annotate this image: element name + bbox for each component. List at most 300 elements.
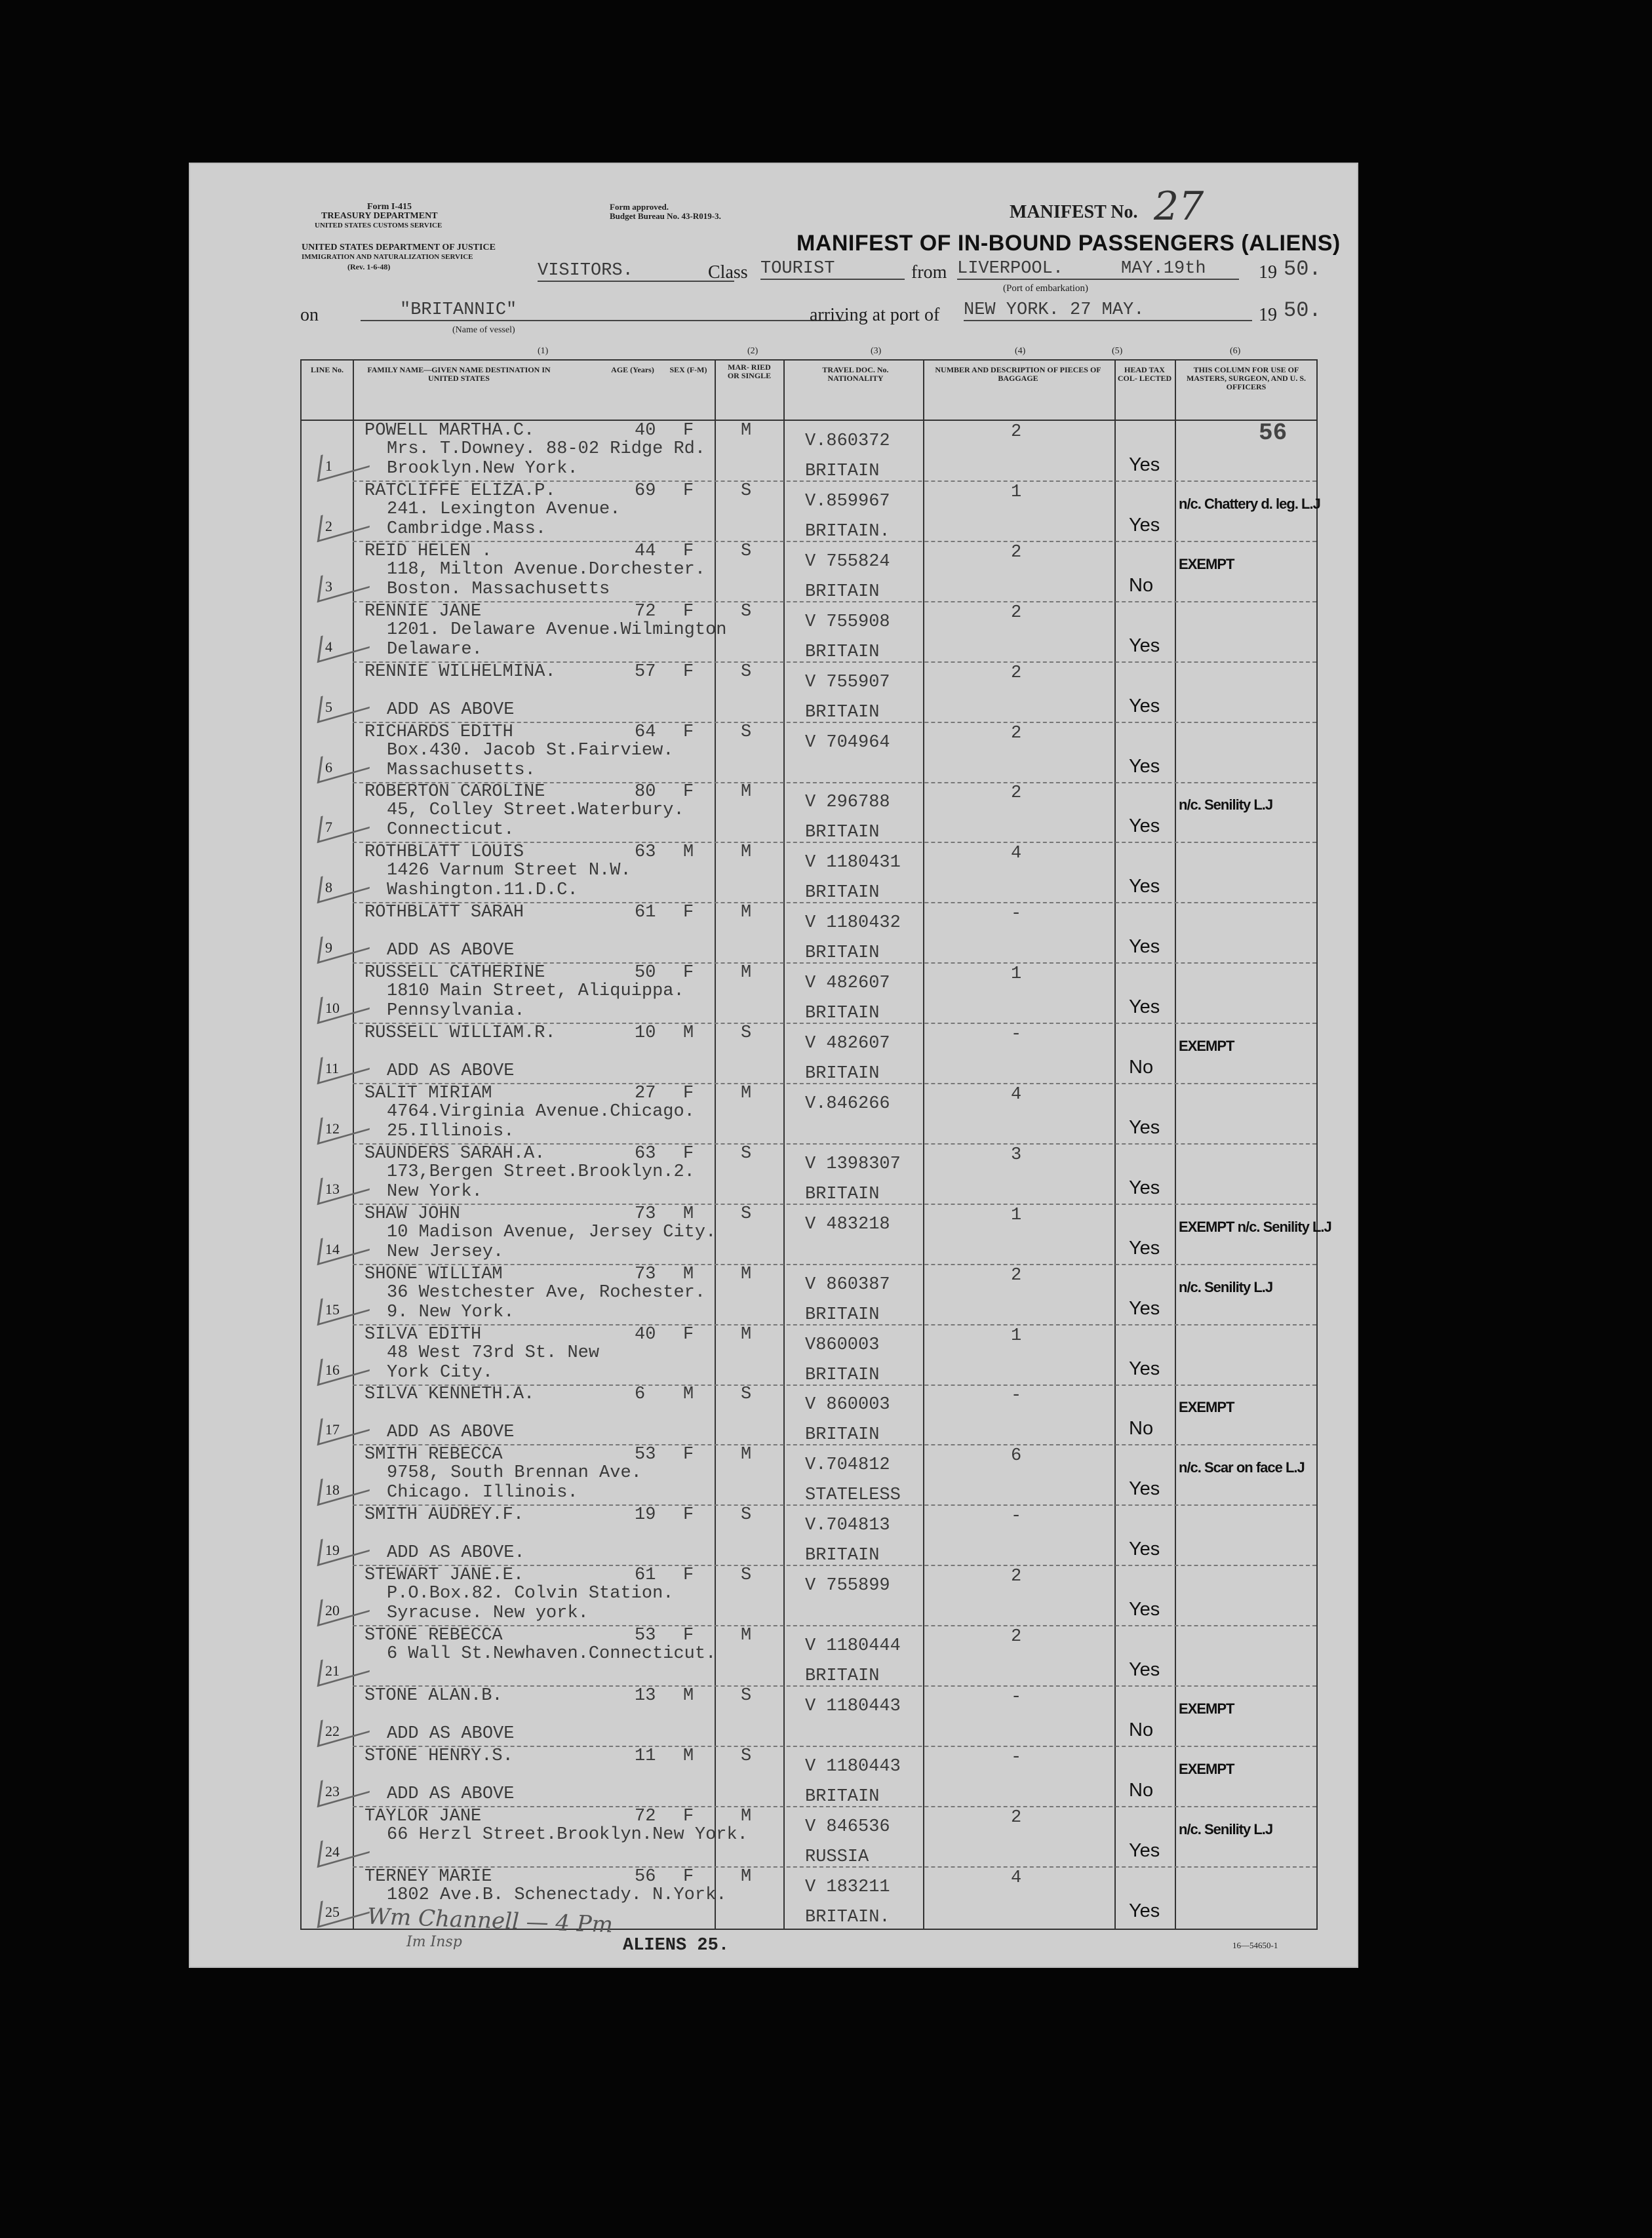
line-number: 7 [325, 819, 332, 836]
head-tax-collected: Yes [1129, 1358, 1160, 1379]
line-number: 9 [325, 939, 332, 956]
address-line-2: Syracuse. New york. [387, 1603, 589, 1624]
baggage-count: 2 [1011, 1807, 1022, 1828]
arriving-label: arriving at port of [810, 305, 940, 325]
baggage-count: 2 [1011, 1567, 1022, 1587]
address-line-1: 1810 Main Street, Aliquippa. [387, 981, 684, 1002]
nationality: BRITAIN. [805, 521, 890, 541]
nationality: BRITAIN [805, 1064, 880, 1084]
head-tax-collected: Yes [1129, 1478, 1160, 1500]
line-number: 19 [325, 1542, 340, 1559]
address-line-1: 66 Herzl Street.Brooklyn.New York. [387, 1824, 748, 1845]
nationality: BRITAIN [805, 702, 880, 722]
head-tax-collected: Yes [1129, 1237, 1160, 1259]
baggage-count: 2 [1011, 542, 1022, 562]
embark-note: (Port of embarkation) [1003, 283, 1088, 294]
marital-status: M [741, 1806, 752, 1826]
passenger-name: RATCLIFFE ELIZA.P. [364, 481, 556, 501]
age: 40 [635, 1324, 656, 1345]
check-mark-icon [317, 1585, 374, 1626]
travel-doc-number: V.704813 [805, 1516, 890, 1536]
address-line-2: Massachusetts. [387, 760, 536, 780]
check-mark-icon [317, 441, 374, 482]
table-row [302, 1265, 1316, 1325]
manifest-no-label: MANIFEST No. [1010, 202, 1138, 222]
address-line-2: Chicago. Illinois. [387, 1483, 578, 1503]
baggage-count: - [1011, 1386, 1022, 1406]
head-tax-collected: Yes [1129, 1839, 1160, 1861]
address-line-2: Delaware. [387, 639, 482, 659]
head-tax-collected: Yes [1129, 1116, 1160, 1138]
address-line-1: 9758, South Brennan Ave. [387, 1463, 642, 1483]
travel-doc-number: V 704964 [805, 732, 890, 753]
age: 73 [635, 1204, 656, 1224]
officer-note: n/c. Senility L.J [1179, 796, 1273, 814]
age: 73 [635, 1264, 656, 1284]
age: 69 [635, 481, 656, 501]
arr-year: 50. [1284, 298, 1322, 323]
check-mark-icon [317, 983, 374, 1024]
marital-status: S [741, 1505, 752, 1525]
address-line-2: ADD AS ABOVE [387, 941, 515, 961]
sex: M [683, 1204, 694, 1224]
address-line-1: 241. Lexington Avenue. [387, 499, 621, 519]
passenger-name: SHONE WILLIAM [364, 1264, 503, 1284]
header-travel-doc: TRAVEL DOC. No. NATIONALITY [822, 365, 889, 383]
age: 57 [635, 661, 656, 682]
passenger-name: SAUNDERS SARAH.A. [364, 1143, 545, 1164]
class-label: Class [708, 262, 748, 283]
line-number: 10 [325, 1000, 340, 1017]
passenger-name: SILVA EDITH [364, 1324, 482, 1345]
sex: F [683, 903, 694, 923]
line-number: 4 [325, 638, 332, 655]
marital-status: M [741, 1083, 752, 1103]
baggage-count: 2 [1011, 1265, 1022, 1286]
passenger-name: SMITH REBECCA [364, 1445, 503, 1465]
baggage-count: - [1011, 1687, 1022, 1707]
age: 44 [635, 541, 656, 561]
head-tax-collected: Yes [1129, 695, 1160, 717]
travel-doc-number: V 482607 [805, 973, 890, 994]
col-num-3: (3) [871, 346, 882, 356]
head-tax-collected: Yes [1129, 815, 1160, 837]
address-line-2: 9. New York. [387, 1302, 515, 1322]
nationality: BRITAIN [805, 1305, 880, 1325]
header-sex: SEX (F-M) [669, 365, 707, 374]
check-mark-icon [317, 1766, 374, 1807]
sex: M [683, 1264, 694, 1284]
head-tax-collected: Yes [1129, 1539, 1160, 1560]
address-line-1: 45, Colley Street.Waterbury. [387, 800, 684, 821]
age: 19 [635, 1505, 656, 1525]
check-mark-icon [317, 1404, 374, 1445]
baggage-count: 1 [1011, 1325, 1022, 1346]
sex: F [683, 1324, 694, 1345]
from-year: 50. [1284, 257, 1322, 281]
age: 61 [635, 1565, 656, 1586]
passenger-name: ROBERTON CAROLINE [364, 782, 545, 802]
baggage-count: 1 [1011, 1205, 1022, 1225]
check-mark-icon [317, 1344, 374, 1385]
nationality: BRITAIN [805, 1184, 880, 1204]
baggage-count: 2 [1011, 723, 1022, 743]
passenger-name: TERNEY MARIE [364, 1866, 492, 1887]
check-mark-icon [317, 1043, 374, 1084]
age: 61 [635, 903, 656, 923]
sex: F [683, 601, 694, 621]
aliens-total: ALIENS 25. [623, 1936, 730, 1955]
sex: M [683, 1685, 694, 1706]
address-line-2: ADD AS ABOVE. [387, 1543, 525, 1563]
head-tax-collected: Yes [1129, 1599, 1160, 1620]
table-row [302, 1325, 1316, 1385]
baggage-count: - [1011, 1025, 1022, 1044]
nationality: BRITAIN [805, 883, 880, 903]
nationality: BRITAIN [805, 1786, 880, 1807]
dept-justice: UNITED STATES DEPARTMENT OF JUSTICE [302, 243, 496, 252]
address-line-2: Washington.11.D.C. [387, 880, 578, 901]
address-line-2: New Jersey. [387, 1242, 504, 1262]
manifest-title: MANIFEST OF IN-BOUND PASSENGERS (ALIENS) [796, 231, 1341, 256]
baggage-count: 2 [1011, 663, 1022, 683]
baggage-count: 2 [1011, 602, 1022, 623]
sex: F [683, 963, 694, 983]
nationality: BRITAIN [805, 461, 880, 481]
table-row [302, 541, 1316, 602]
check-mark-icon [317, 1284, 374, 1325]
marital-status: S [741, 601, 752, 621]
line-number: 12 [325, 1120, 340, 1137]
check-mark-icon [317, 1826, 374, 1867]
address-line-1: 4764.Virginia Avenue.Chicago. [387, 1101, 695, 1122]
head-tax-collected: Yes [1129, 635, 1160, 656]
nationality: BRITAIN [805, 823, 880, 843]
table-row [302, 1505, 1316, 1565]
check-mark-icon [317, 802, 374, 843]
marital-status: M [741, 1866, 752, 1887]
age: 6 [635, 1384, 646, 1405]
age: 40 [635, 421, 656, 441]
col-num-5: (5) [1112, 346, 1123, 356]
baggage-count: 6 [1011, 1446, 1022, 1466]
head-tax-collected: Yes [1129, 514, 1160, 536]
table-row [302, 782, 1316, 842]
officer-note: EXEMPT [1179, 1760, 1234, 1777]
travel-doc-number: V 860387 [805, 1274, 890, 1295]
check-mark-icon [317, 1645, 374, 1687]
manifest-page [190, 164, 1357, 1967]
passenger-name: RENNIE JANE [364, 601, 482, 621]
check-mark-icon [317, 1464, 374, 1506]
from-date: MAY.19th [1121, 259, 1239, 280]
officer-note: EXEMPT n/c. Senility L.J [1179, 1218, 1331, 1235]
address-line-2: Connecticut. [387, 820, 515, 840]
table-row [302, 1807, 1316, 1867]
check-mark-icon [317, 561, 374, 602]
sex: F [683, 1565, 694, 1586]
header-officers: THIS COLUMN FOR USE OF MASTERS, SURGEON, AND U. S. OFFICERS [1186, 365, 1307, 391]
head-tax-collected: Yes [1129, 755, 1160, 777]
from-label: from [911, 262, 947, 283]
travel-doc-number: V 755907 [805, 672, 890, 692]
age: 11 [635, 1746, 656, 1766]
sex: F [683, 722, 694, 742]
check-mark-icon [317, 621, 374, 662]
line-number: 16 [325, 1361, 340, 1378]
baggage-count: 2 [1011, 422, 1022, 442]
header-married: MAR- RIED OR SINGLE [727, 363, 772, 380]
address-line-1: 36 Westchester Ave, Rochester. [387, 1282, 706, 1303]
head-tax-collected: Yes [1129, 876, 1160, 897]
line-number: 5 [325, 698, 332, 715]
nationality: BRITAIN [805, 1365, 880, 1385]
passenger-name: RICHARDS EDITH [364, 722, 513, 742]
check-mark-icon [317, 1103, 374, 1145]
travel-doc-number: V 1398307 [805, 1154, 901, 1174]
nationality: BRITAIN [805, 1425, 880, 1445]
line-number: 2 [325, 517, 332, 534]
marital-status: M [741, 1445, 752, 1465]
head-tax-collected: Yes [1129, 936, 1160, 958]
col-num-4: (4) [1015, 346, 1026, 356]
form-number: Form I-415 [367, 202, 412, 212]
nationality: BRITAIN [805, 1666, 880, 1686]
travel-doc-number: V.860372 [805, 431, 890, 451]
officer-note: n/c. Senility L.J [1179, 1278, 1273, 1295]
check-mark-icon [317, 1706, 374, 1747]
passenger-name: SALIT MIRIAM [364, 1083, 492, 1103]
age: 63 [635, 1143, 656, 1164]
from-year-prefix: 19 [1259, 262, 1277, 283]
address-line-2: Pennsylvania. [387, 1001, 525, 1021]
head-tax-collected: Yes [1129, 1297, 1160, 1319]
travel-doc-number: V 755824 [805, 551, 890, 572]
line-number: 3 [325, 578, 332, 595]
address-line-2: ADD AS ABOVE [387, 699, 515, 720]
check-mark-icon [317, 862, 374, 903]
line-number: 24 [325, 1843, 340, 1860]
passenger-table [300, 346, 1331, 1930]
address-line-2: ADD AS ABOVE [387, 1784, 515, 1804]
travel-doc-number: V 183211 [805, 1877, 890, 1897]
passenger-name: ROTHBLATT LOUIS [364, 842, 524, 863]
table-row [302, 1144, 1316, 1204]
head-tax-collected: Yes [1129, 1659, 1160, 1680]
age: 50 [635, 963, 656, 983]
travel-doc-number: V 1180443 [805, 1756, 901, 1777]
line-number: 15 [325, 1301, 340, 1318]
address-line-1: 118, Milton Avenue.Dorchester. [387, 559, 706, 579]
passenger-name: SILVA KENNETH.A. [364, 1384, 535, 1405]
officer-note: EXEMPT [1179, 1700, 1234, 1717]
travel-doc-number: V 1180443 [805, 1696, 901, 1716]
marital-status: M [741, 842, 752, 863]
sex: F [683, 1083, 694, 1103]
vessel-note: (Name of vessel) [452, 325, 515, 335]
sex: F [683, 1626, 694, 1645]
travel-doc-number: V 1180432 [805, 913, 901, 933]
passenger-name: RENNIE WILHELMINA. [364, 661, 556, 682]
table-row [302, 963, 1316, 1023]
passenger-name: RUSSELL WILLIAM.R. [364, 1023, 556, 1043]
address-line-1: 6 Wall St.Newhaven.Connecticut. [387, 1644, 717, 1664]
address-line-1: Box.430. Jacob St.Fairview. [387, 740, 674, 760]
marital-status: M [741, 421, 752, 441]
line-number: 14 [325, 1240, 340, 1257]
check-mark-icon [317, 681, 374, 722]
table-row [302, 481, 1320, 541]
travel-doc-number: V.846266 [805, 1093, 890, 1114]
budget-bureau: Budget Bureau No. 43-R019-3. [610, 211, 721, 221]
marital-status: S [741, 1746, 752, 1766]
check-mark-icon [317, 741, 374, 783]
header-name: FAMILY NAME—GIVEN NAME DESTINATION IN UNITED STATES [367, 365, 551, 383]
marital-status: S [741, 1685, 752, 1706]
table-row [302, 1445, 1316, 1505]
marital-status: S [741, 661, 752, 682]
marital-status: S [741, 1023, 752, 1043]
table-row [302, 662, 1316, 722]
travel-doc-number: V.859967 [805, 491, 890, 511]
passenger-name: TAYLOR JANE [364, 1806, 482, 1826]
address-line-1: P.O.Box.82. Colvin Station. [387, 1584, 674, 1604]
baggage-count: 1 [1011, 964, 1022, 985]
address-line-1: 173,Bergen Street.Brooklyn.2. [387, 1162, 695, 1182]
check-mark-icon [317, 1525, 374, 1566]
address-line-1: 10 Madison Avenue, Jersey City. [387, 1222, 717, 1242]
nationality: BRITAIN [805, 1004, 880, 1024]
form-approved: Form approved. [610, 202, 669, 212]
line-number: 13 [325, 1180, 340, 1197]
baggage-count: - [1011, 1506, 1022, 1527]
nationality: BRITAIN [805, 642, 880, 662]
table-row [302, 842, 1316, 903]
travel-doc-number: V 860003 [805, 1395, 890, 1415]
table-row [302, 421, 1316, 481]
header-line-no: LINE No. [310, 365, 344, 374]
form-revision: (Rev. 1-6-48) [347, 262, 391, 271]
table-row [302, 1686, 1316, 1746]
line-number: 20 [325, 1602, 340, 1619]
age: 10 [635, 1023, 656, 1043]
address-line-2: Cambridge.Mass. [387, 519, 547, 539]
travel-doc-number: V.704812 [805, 1455, 890, 1476]
table-row [302, 722, 1316, 783]
age: 27 [635, 1083, 656, 1103]
address-line-1: 48 West 73rd St. New [387, 1343, 600, 1363]
address-line-2: ADD AS ABOVE [387, 1423, 515, 1443]
baggage-count: 4 [1011, 1868, 1022, 1888]
marital-status: S [741, 1143, 752, 1164]
nationality: STATELESS [805, 1485, 901, 1506]
visitors-label: VISITORS. [538, 261, 734, 282]
head-tax-collected: Yes [1129, 996, 1160, 1018]
table-row [302, 1746, 1316, 1807]
baggage-count: 2 [1011, 783, 1022, 804]
head-tax-collected: Yes [1129, 1900, 1160, 1921]
line-number: 8 [325, 879, 332, 896]
footer-inspector-title: Im Insp [406, 1934, 462, 1950]
head-tax-collected: Yes [1129, 454, 1160, 475]
on-label: on [300, 305, 319, 325]
check-mark-icon [317, 1164, 374, 1205]
check-mark-icon [317, 1886, 374, 1927]
officer-note: n/c. Scar on face L.J [1179, 1459, 1305, 1476]
head-tax-collected: No [1129, 1057, 1154, 1078]
manifest-no-value: 27 [1154, 184, 1204, 229]
head-tax-collected: No [1129, 574, 1154, 596]
line-number: 17 [325, 1421, 340, 1438]
age: 72 [635, 601, 656, 621]
age: 80 [635, 782, 656, 802]
age: 53 [635, 1626, 656, 1645]
table-row [302, 903, 1316, 963]
address-line-2: ADD AS ABOVE [387, 1723, 515, 1744]
address-line-2: ADD AS ABOVE [387, 1061, 515, 1081]
address-line-2: York City. [387, 1362, 494, 1383]
travel-doc-number: V 296788 [805, 793, 890, 813]
line-number: 23 [325, 1782, 340, 1799]
baggage-count: - [1011, 1747, 1022, 1767]
check-mark-icon [317, 1223, 374, 1265]
marital-status: S [741, 1565, 752, 1586]
sex: F [683, 1806, 694, 1826]
travel-doc-number: V 755899 [805, 1576, 890, 1596]
head-tax-collected: No [1129, 1779, 1154, 1801]
travel-doc-number: V 846536 [805, 1816, 890, 1837]
passenger-name: RUSSELL CATHERINE [364, 963, 545, 983]
officer-note: EXEMPT [1179, 1038, 1234, 1054]
sex: M [683, 1746, 694, 1766]
line-number: 1 [325, 458, 332, 474]
sex: F [683, 421, 694, 441]
address-line-2: 25.Illinois. [387, 1121, 515, 1141]
address-line-1: 1802 Ave.B. Schenectady. N.York. [387, 1885, 727, 1905]
col-num-2: (2) [747, 346, 758, 356]
baggage-count: 3 [1011, 1145, 1022, 1165]
page-number-stamp: 56 [1259, 420, 1288, 446]
passenger-name: STONE HENRY.S. [364, 1746, 513, 1766]
line-number: 21 [325, 1662, 340, 1679]
sex: F [683, 1143, 694, 1164]
baggage-count: 1 [1011, 482, 1022, 502]
travel-doc-number: V860003 [805, 1335, 880, 1355]
marital-status: S [741, 1204, 752, 1224]
marital-status: M [741, 1264, 752, 1284]
line-number: 11 [325, 1060, 340, 1076]
line-number: 22 [325, 1722, 340, 1739]
arr-year-prefix: 19 [1259, 305, 1277, 325]
address-line-1: 1201. Delaware Avenue.Wilmington [387, 619, 727, 640]
col-num-6: (6) [1230, 346, 1241, 356]
footer-inspector-signature: Wm Channell — 4 Pm [366, 1903, 614, 1938]
passenger-name: STEWART JANE.E. [364, 1565, 524, 1586]
line-number: 6 [325, 758, 332, 775]
marital-status: S [741, 541, 752, 561]
travel-doc-number: V 755908 [805, 612, 890, 632]
marital-status: M [741, 1324, 752, 1345]
check-mark-icon [317, 501, 374, 542]
passenger-name: STONE ALAN.B. [364, 1685, 503, 1706]
sex: F [683, 1505, 694, 1525]
passenger-name: POWELL MARTHA.C. [364, 421, 535, 441]
passenger-name: ROTHBLATT SARAH [364, 903, 524, 923]
dept-ins: IMMIGRATION AND NATURALIZATION SERVICE [302, 253, 473, 261]
age: 53 [635, 1445, 656, 1465]
header-age: AGE (Years) [611, 365, 654, 374]
passenger-name: SHAW JOHN [364, 1204, 460, 1224]
